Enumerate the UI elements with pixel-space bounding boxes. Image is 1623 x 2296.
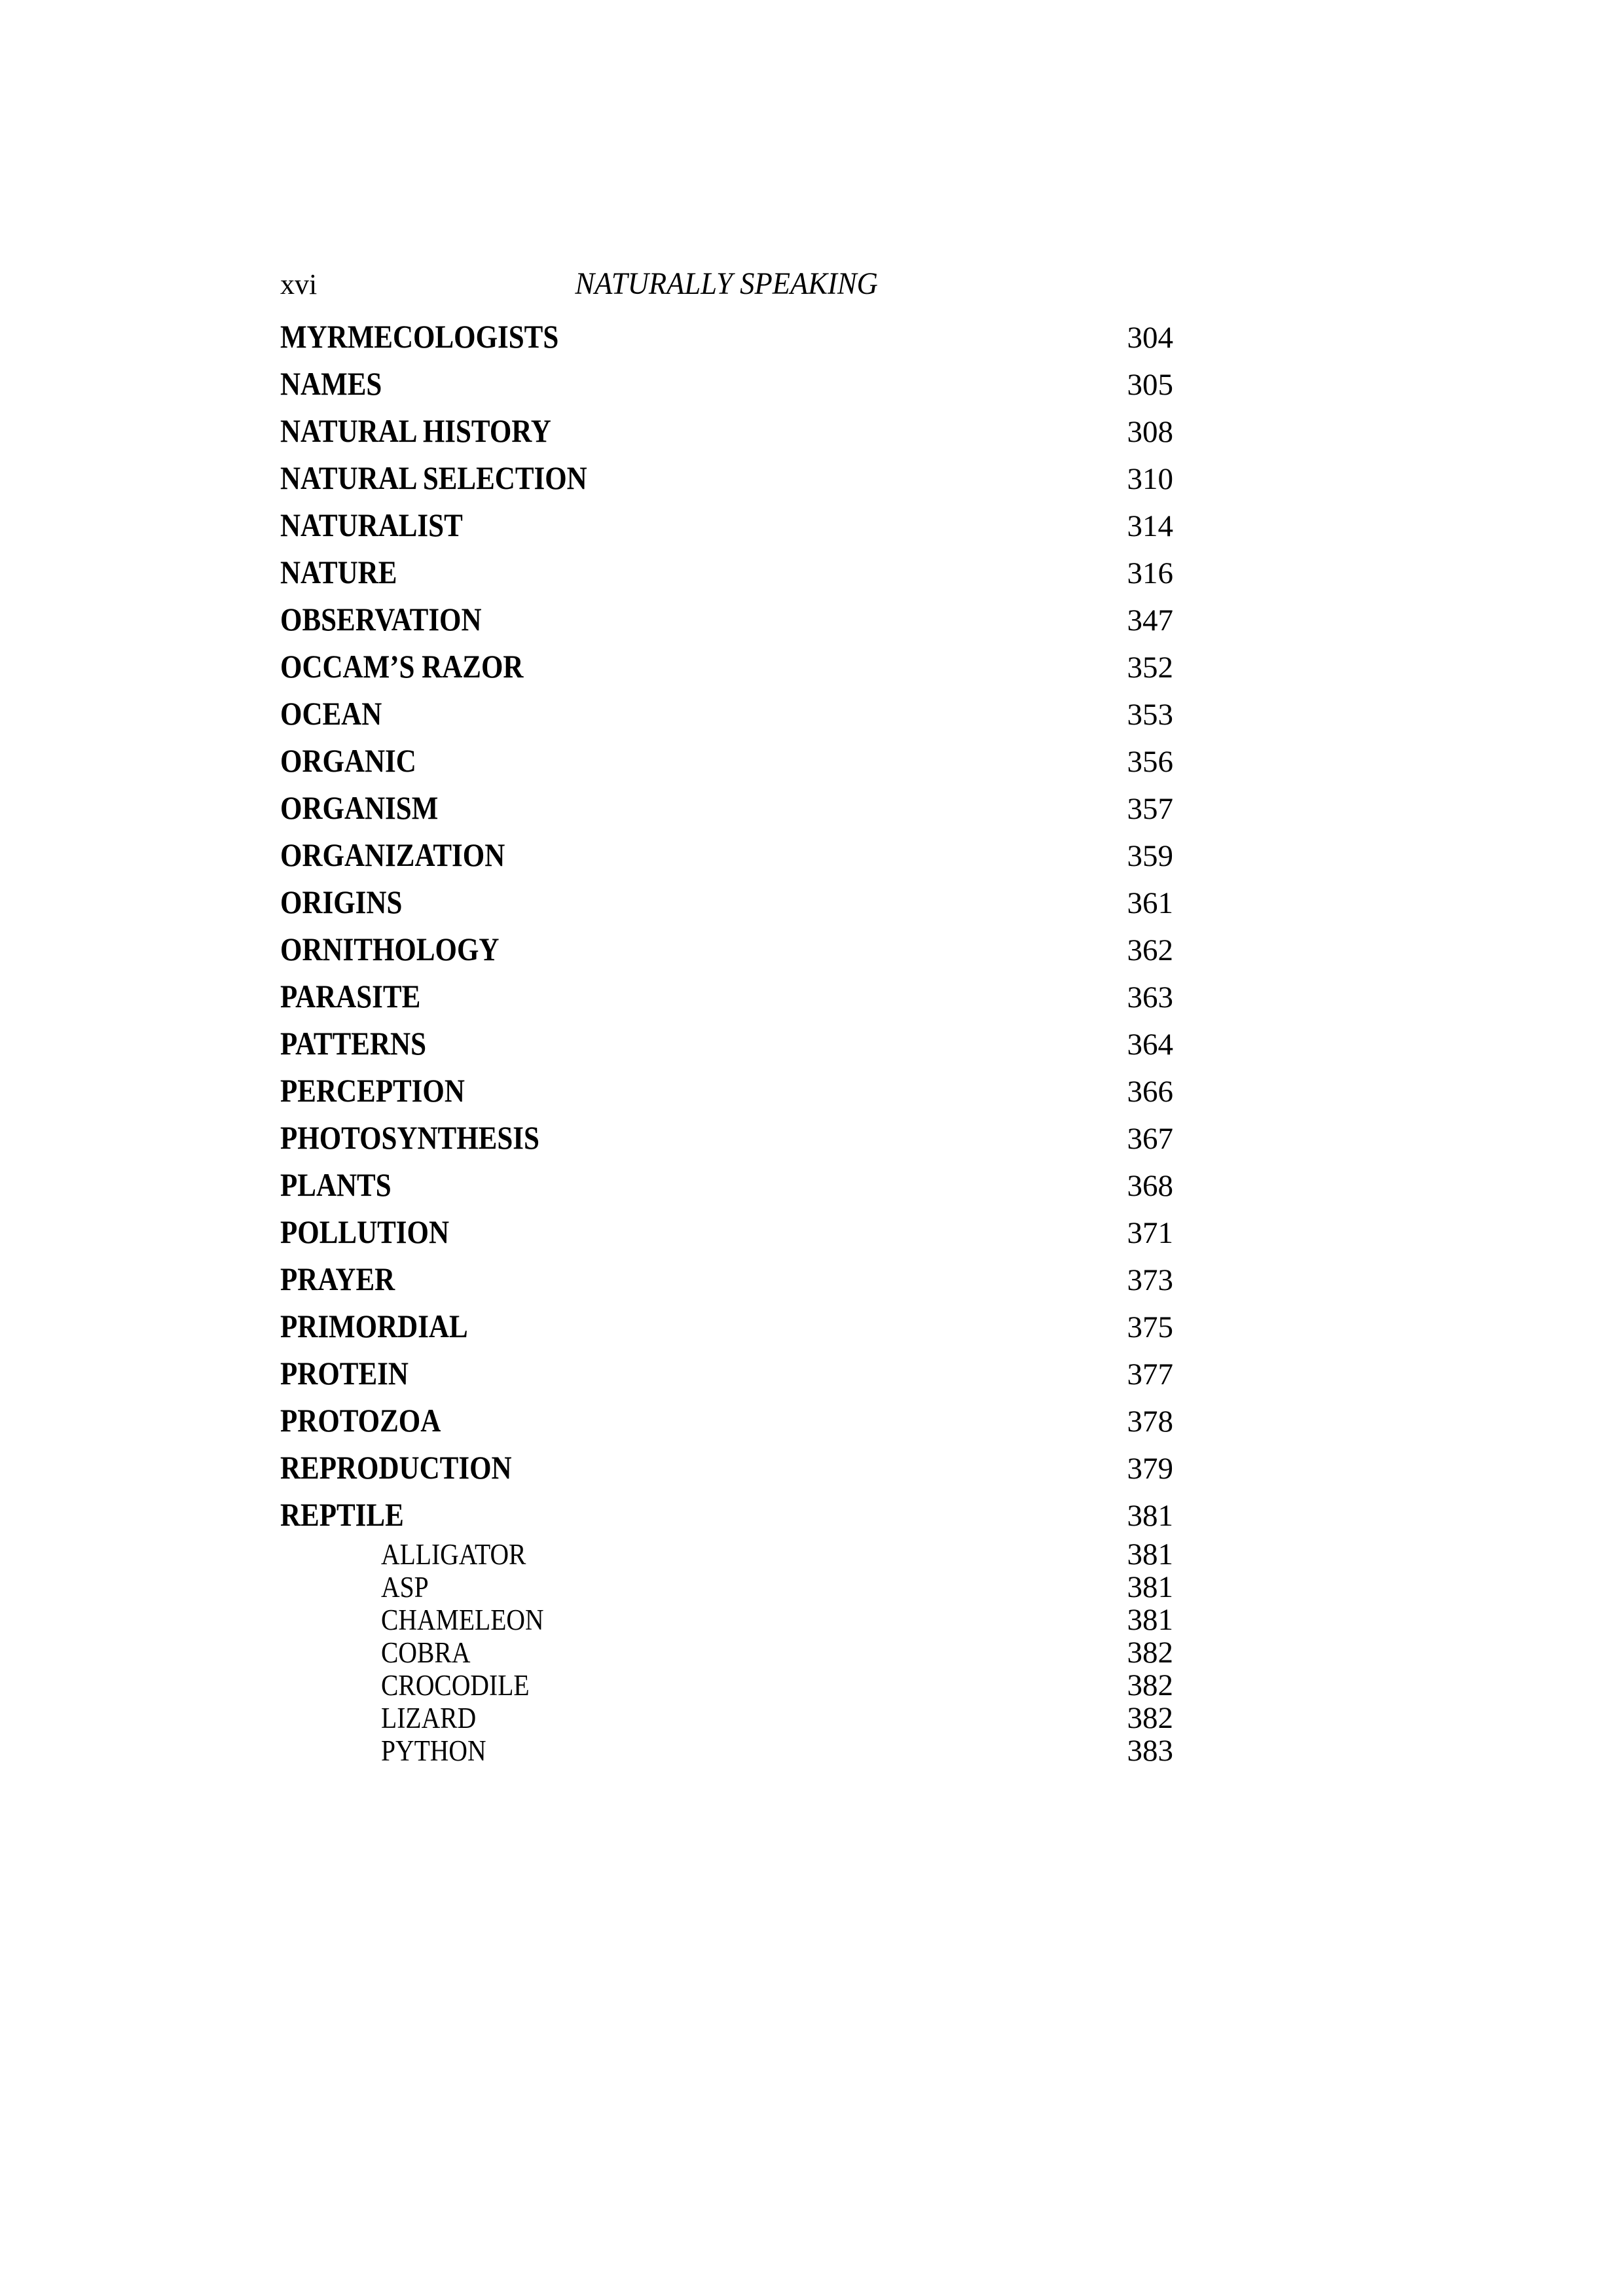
toc-entry-label: NAMES — [280, 365, 382, 402]
toc-entry-label: PRIMORDIAL — [280, 1308, 468, 1344]
toc-entry — [280, 407, 1173, 454]
toc-entry-page: 368 — [1127, 1169, 1173, 1203]
toc-entry-label: PARASITE — [280, 978, 421, 1014]
toc-entry — [280, 1255, 1173, 1302]
toc-subentry-page: 383 — [1127, 1734, 1173, 1768]
running-title-text: NATURALLY SPEAKING — [575, 266, 879, 301]
toc-entry-label: OCEAN — [280, 695, 382, 732]
toc-entry-label: PHOTOSYNTHESIS — [280, 1119, 539, 1156]
toc-subentry-label: PYTHON — [381, 1734, 486, 1767]
toc-entry-label: PATTERNS — [280, 1025, 427, 1062]
toc-entry-page: 361 — [1127, 886, 1173, 920]
toc-entry-page: 353 — [1127, 698, 1173, 732]
toc-entry-page: 366 — [1127, 1075, 1173, 1109]
toc-entry-page: 316 — [1127, 556, 1173, 590]
toc-entry-label: NATURALIST — [280, 507, 463, 543]
toc-subentry-page: 382 — [1127, 1701, 1173, 1735]
folio-page-number: xvi — [280, 268, 318, 300]
toc-entry-label: PLANTS — [280, 1166, 392, 1203]
toc-entry — [280, 596, 1173, 643]
toc-subentry-label: CHAMELEON — [381, 1604, 544, 1636]
toc-entry-page: 375 — [1127, 1310, 1173, 1344]
toc-entry — [280, 1208, 1173, 1255]
toc-entry-page: 304 — [1127, 321, 1173, 355]
toc-entry-page: 352 — [1127, 651, 1173, 685]
toc-subentry — [280, 1604, 1173, 1636]
page-header — [280, 265, 1173, 311]
toc-entry-label: REPRODUCTION — [280, 1449, 512, 1486]
toc-entry — [280, 784, 1173, 831]
toc-sublist-reptile — [280, 1538, 1173, 1767]
toc-subentry-page: 382 — [1127, 1636, 1173, 1670]
toc-entry-label: ORNITHOLOGY — [280, 931, 500, 967]
toc-entry — [280, 313, 1173, 360]
toc-entry-page: 347 — [1127, 603, 1173, 637]
toc-subentry-label: COBRA — [381, 1636, 471, 1669]
toc-entry-label: OCCAM’S RAZOR — [280, 648, 524, 685]
toc-entry — [280, 1397, 1173, 1444]
toc-entry-page: 367 — [1127, 1122, 1173, 1156]
toc-entry-label: NATURAL HISTORY — [280, 412, 551, 449]
toc-entry — [280, 643, 1173, 690]
toc-entry-page: 379 — [1127, 1452, 1173, 1486]
toc-entry-label: ORGANISM — [280, 789, 439, 826]
toc-subentry-page: 382 — [1127, 1668, 1173, 1702]
toc-entry-label: OBSERVATION — [280, 601, 482, 637]
toc-entry-page: 308 — [1127, 415, 1173, 449]
toc-entry — [280, 737, 1173, 784]
toc-entry — [280, 1020, 1173, 1067]
toc-entry-page: 310 — [1127, 462, 1173, 496]
toc-subentry — [280, 1702, 1173, 1734]
toc-entry-label: NATURE — [280, 554, 397, 590]
toc-subentry — [280, 1636, 1173, 1669]
toc-entry-label: PROTOZOA — [280, 1402, 441, 1439]
toc-subentry-label: ALLIGATOR — [381, 1538, 526, 1571]
toc-subentry-page: 381 — [1127, 1570, 1173, 1604]
toc-entry — [280, 1114, 1173, 1161]
toc-entry-label: PROTEIN — [280, 1355, 409, 1391]
toc-subentry — [280, 1669, 1173, 1702]
toc-entry — [280, 831, 1173, 878]
toc-entry-label: ORGANIZATION — [280, 836, 505, 873]
toc-entry-label: PERCEPTION — [280, 1072, 465, 1109]
toc-entry-page: 381 — [1127, 1499, 1173, 1533]
toc-entry-page: 305 — [1127, 368, 1173, 402]
toc-entry — [280, 501, 1173, 548]
toc-entry — [280, 973, 1173, 1020]
toc-entry-label: POLLUTION — [280, 1213, 450, 1250]
toc-entry-label: NATURAL SELECTION — [280, 459, 587, 496]
toc-entry — [280, 1444, 1173, 1491]
toc-entry — [280, 360, 1173, 407]
toc-entry-page: 373 — [1127, 1263, 1173, 1297]
running-title — [280, 265, 1173, 303]
toc-subentry-page: 381 — [1127, 1603, 1173, 1637]
toc-entry-label: PRAYER — [280, 1261, 395, 1297]
toc-entry-label: ORGANIC — [280, 742, 416, 779]
toc-entry-page: 356 — [1127, 745, 1173, 779]
toc-entry — [280, 690, 1173, 737]
toc-entry — [280, 548, 1173, 596]
toc-entry-page: 314 — [1127, 509, 1173, 543]
toc-entry-label: MYRMECOLOGISTS — [280, 318, 559, 355]
toc-subentry-page: 381 — [1127, 1537, 1173, 1571]
toc-entry-page: 363 — [1127, 980, 1173, 1014]
toc-subentry-label: CROCODILE — [381, 1669, 530, 1702]
toc-entry — [280, 878, 1173, 925]
toc-subentry-label: ASP — [381, 1571, 429, 1604]
toc-entry-page: 362 — [1127, 933, 1173, 967]
toc-entry — [280, 1302, 1173, 1350]
toc-entry-page: 377 — [1127, 1357, 1173, 1391]
toc-entry — [280, 925, 1173, 973]
toc-entry-label: ORIGINS — [280, 884, 403, 920]
table-of-contents — [280, 313, 1173, 1767]
toc-subentry-label: LIZARD — [381, 1702, 477, 1734]
toc-subentry — [280, 1734, 1173, 1767]
toc-entry — [280, 1350, 1173, 1397]
toc-entry — [280, 1161, 1173, 1208]
toc-subentry — [280, 1538, 1173, 1571]
toc-subentry — [280, 1571, 1173, 1604]
toc-entry-page: 378 — [1127, 1405, 1173, 1439]
toc-entry — [280, 1491, 1173, 1538]
toc-entry — [280, 454, 1173, 501]
toc-entry-label: REPTILE — [280, 1496, 404, 1533]
toc-entry — [280, 1067, 1173, 1114]
toc-entry-page: 364 — [1127, 1028, 1173, 1062]
toc-entry-page: 371 — [1127, 1216, 1173, 1250]
toc-entry-page: 357 — [1127, 792, 1173, 826]
toc-entry-page: 359 — [1127, 839, 1173, 873]
